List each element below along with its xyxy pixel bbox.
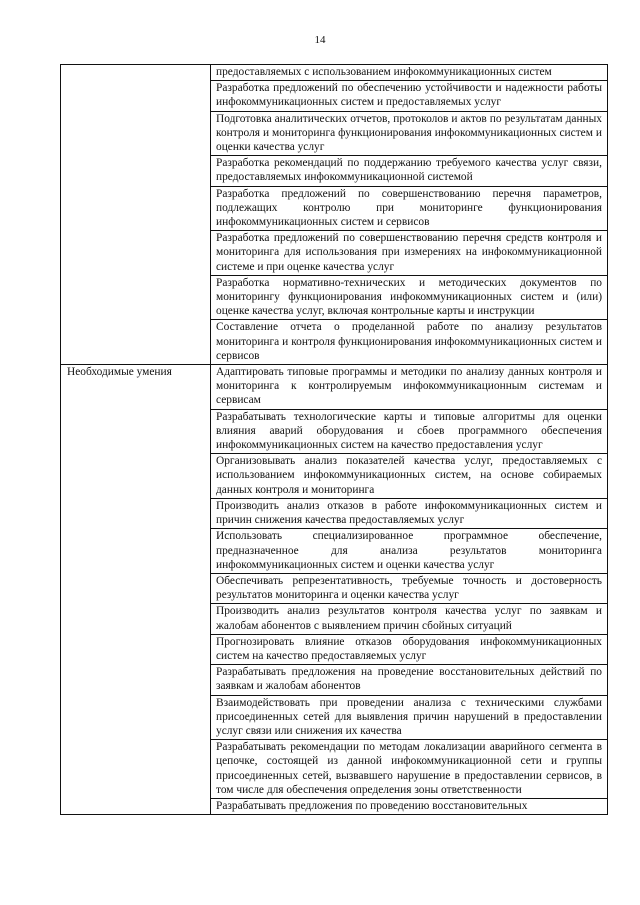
group-continued-label — [61, 65, 211, 365]
table-cell-item: Производить анализ отказов в работе инфокоммуникационных систем и причин снижения качества предоставляемых услуг — [211, 498, 608, 528]
table-cell-item: Разработка предложений по совершенствованию перечня параметров, подлежащих контролю при мониторинге функционирования инфокоммуникационных систем и сервисов — [211, 186, 608, 231]
page-number: 14 — [314, 34, 326, 46]
table-cell-item: Разрабатывать рекомендации по методам локализации аварийного сегмента в цепочке, состоящей из данной инфокоммуникационной сети и группы присоединенных сетей, вызвавшего нарушение в предоставлении сервисов, в том числе для обеспечения определения зоны ответственности — [211, 740, 608, 799]
table-cell-item: Обеспечивать репрезентативность, требуемые точность и достоверность результатов мониторинга и оценки качества услуг — [211, 573, 608, 603]
table-row — [61, 65, 608, 81]
group-skills-label: Необходимые умения — [61, 365, 211, 815]
table-cell-item: Разрабатывать предложения по проведению восстановительных — [211, 798, 608, 814]
table-row — [61, 365, 608, 410]
table-cell-item: предоставляемых с использованием инфокоммуникационных систем — [211, 65, 608, 81]
table-cell-item: Разработка предложений по совершенствованию перечня средств контроля и мониторинга для использования при измерениях на инфокоммуникационной системе и при оценке качества услуг — [211, 231, 608, 276]
table-body — [61, 65, 608, 815]
table-cell-item: Разрабатывать технологические карты и типовые алгоритмы для оценки влияния аварий оборудования и сбоев программного обеспечения инфокоммуникационных систем на качество предоставления услуг — [211, 409, 608, 454]
table-cell-item: Разработка нормативно-технических и методических документов по мониторингу функционирования инфокоммуникационных систем и (или) оценке качества услуг, включая контрольные карты и инструкции — [211, 275, 608, 320]
table-cell-item: Разработка рекомендаций по поддержанию требуемого качества услуг связи, предоставляемых инфокоммуникационной системой — [211, 156, 608, 186]
table-cell-item: Организовывать анализ показателей качества услуг, предоставляемых с использованием инфокоммуникационных систем, на основе собираемых данных контроля и мониторинга — [211, 454, 608, 499]
competency-table — [60, 64, 608, 815]
table-cell-item: Прогнозировать влияние отказов оборудования инфокоммуникационных систем на качество предоставляемых услуг — [211, 634, 608, 664]
table-cell-item: Составление отчета о проделанной работе по анализу результатов мониторинга и контроля функционирования инфокоммуникационных систем и сервисов — [211, 320, 608, 365]
table-cell-item: Разрабатывать предложения на проведение восстановительных действий по заявкам и жалобам абонентов — [211, 665, 608, 695]
table-cell-item: Взаимодействовать при проведении анализа с техническими службами присоединенных сетей для выявления причин нарушений в предоставлении услуг связи или снижения их качества — [211, 695, 608, 740]
table-cell-item: Использовать специализированное программное обеспечение, предназначенное для анализа результатов мониторинга инфокоммуникационных систем и оценки качества услуг — [211, 529, 608, 574]
table-cell-item: Разработка предложений по обеспечению устойчивости и надежности работы инфокоммуникационных систем и предоставляемых услуг — [211, 81, 608, 111]
table-cell-item: Производить анализ результатов контроля качества услуг по заявкам и жалобам абонентов с выявлением причин сбойных ситуаций — [211, 604, 608, 634]
table-cell-item: Адаптировать типовые программы и методики по анализу данных контроля и мониторинга к контролируемым инфокоммуникационным системам и сервисам — [211, 365, 608, 410]
table-cell-item: Подготовка аналитических отчетов, протоколов и актов по результатам данных контроля и мониторинга функционирования инфокоммуникационных систем и оценки качества услуг — [211, 111, 608, 156]
